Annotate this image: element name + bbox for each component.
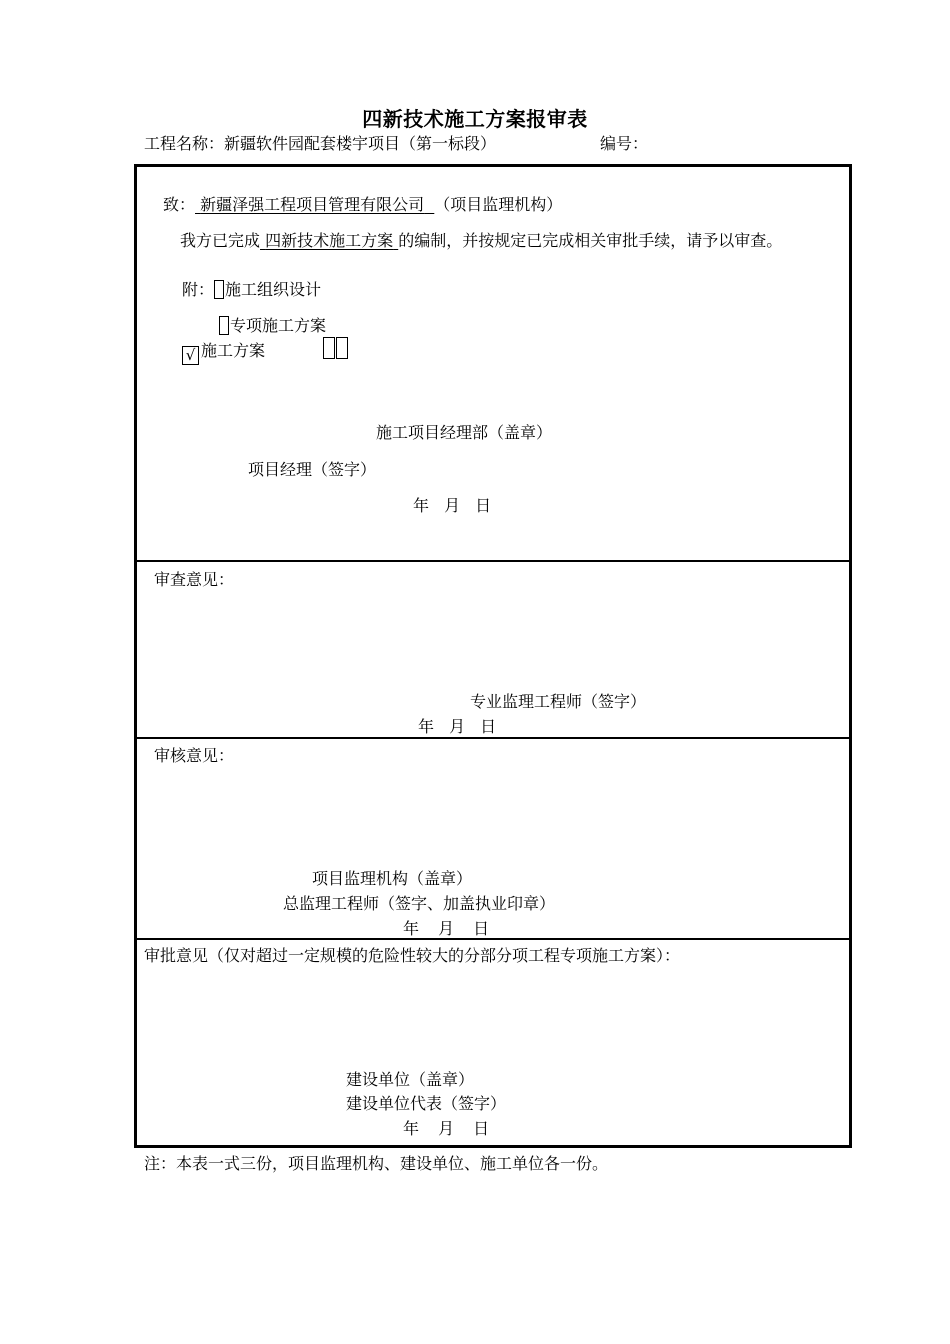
- project-name: 新疆软件园配套楼宇项目（第一标段）: [224, 134, 497, 153]
- to-label: 致：: [163, 195, 196, 214]
- placeholder-glyph-boxes: [323, 337, 349, 359]
- submission-date: 年 月 日: [413, 496, 492, 515]
- addressee-name: 新疆泽强工程项目管理有限公司: [200, 195, 425, 214]
- dept-seal: 施工项目经理部（盖章）: [376, 423, 553, 442]
- review-date: 年 月 日: [418, 717, 497, 736]
- audit-label: 审核意见：: [154, 746, 235, 765]
- review-label: 审查意见：: [154, 570, 235, 589]
- project-name-line: [144, 131, 496, 154]
- form-title: 四新技术施工方案报审表: [362, 107, 588, 131]
- addressee-suffix: （项目监理机构）: [434, 195, 563, 214]
- checkbox-checked[interactable]: √: [182, 346, 199, 365]
- checkbox-unchecked[interactable]: [214, 280, 224, 299]
- audit-org-seal: 项目监理机构（盖章）: [312, 869, 473, 888]
- submission-paragraph: 我方已完成 四新技术施工方案 的编制，并按规定已完成相关审批手续，请予以审查。: [180, 231, 783, 250]
- attachment-1: [182, 277, 321, 300]
- form-frame: [134, 164, 852, 1148]
- attachment-label: 施工组织设计: [225, 280, 322, 299]
- addressee-line: [163, 192, 562, 215]
- approval-date: 年 月 日: [403, 1119, 490, 1138]
- review-signer: 专业监理工程师（签字）: [470, 692, 647, 711]
- attachment-label: 施工方案: [201, 341, 266, 360]
- checkbox-unchecked[interactable]: [219, 316, 229, 335]
- approval-unit-seal: 建设单位（盖章）: [346, 1070, 475, 1089]
- audit-date: 年 月 日: [403, 919, 490, 938]
- box-glyph-icon: [323, 337, 335, 359]
- attachment-2: [219, 313, 326, 336]
- number-label: 编号：: [600, 134, 649, 153]
- attach-label: 附：: [182, 280, 215, 299]
- audit-chief-sign: 总监理工程师（签字、加盖执业印章）: [283, 894, 556, 913]
- attachment-label: 专项施工方案: [230, 316, 327, 335]
- approval-rep-sign: 建设单位代表（签字）: [346, 1094, 507, 1113]
- section-divider: [134, 938, 852, 940]
- manager-sign: 项目经理（签字）: [248, 460, 377, 479]
- section-divider: [134, 560, 852, 562]
- project-label: 工程名称：: [144, 134, 225, 153]
- plan-name: 四新技术施工方案: [265, 231, 394, 250]
- section-divider: [134, 737, 852, 739]
- box-glyph-icon: [336, 337, 348, 359]
- approval-label: 审批意见（仅对超过一定规模的危险性较大的分部分项工程专项施工方案）：: [144, 946, 681, 965]
- footnote: 注：本表一式三份，项目监理机构、建设单位、施工单位各一份。: [144, 1154, 609, 1173]
- attachment-3: [182, 338, 265, 365]
